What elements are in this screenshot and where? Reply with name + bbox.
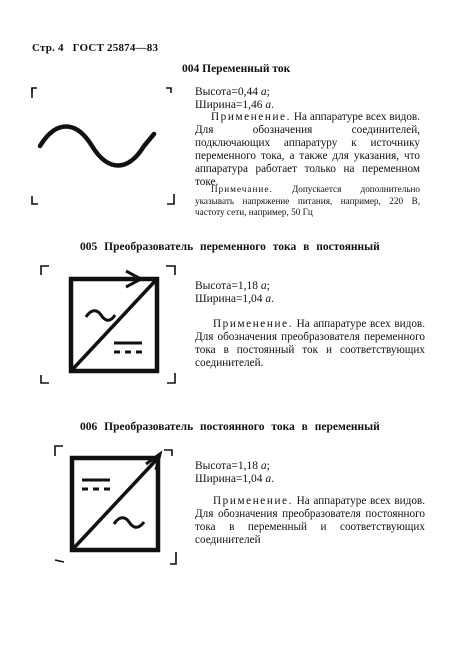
page-number: Стр. 4 bbox=[32, 42, 64, 54]
dc-ac-converter-symbol bbox=[52, 442, 187, 574]
ac-wave-icon bbox=[114, 518, 144, 528]
section-006-height: Высота=1,18 a; bbox=[195, 460, 270, 472]
section-006-title: 006 Преобразователь постоянного тока в переменный bbox=[80, 421, 380, 433]
standard-number: ГОСТ 25874—83 bbox=[72, 42, 159, 54]
ac-symbol bbox=[28, 84, 178, 216]
frame-corners bbox=[32, 88, 174, 204]
section-006-width: Ширина=1,04 a. bbox=[195, 473, 275, 485]
ac-wave-icon bbox=[86, 311, 115, 321]
section-004-height: Высота=0,44 a; bbox=[195, 86, 270, 98]
section-004-usage: Применение. На аппаратуре всех видов. Для обозначения соединителей, подключающих аппаратуру к источнику переменного тока, а также для указания, что аппаратура работает только на переменном токе. bbox=[195, 111, 420, 188]
dc-lines-icon bbox=[82, 480, 110, 489]
section-005-height: Высота=1,18 a; bbox=[195, 280, 270, 292]
dc-lines-icon bbox=[114, 343, 142, 352]
section-004-width: Ширина=1,46 a. bbox=[195, 99, 275, 111]
converter-diagonal bbox=[71, 279, 157, 371]
section-004-title: 004 Переменный ток bbox=[182, 63, 291, 75]
section-006-usage: Применение. На аппаратуре всех видов. Для обозначения преобразователя постоянного тока в переменный и соответствующих соединителей bbox=[195, 495, 425, 546]
section-005-width: Ширина=1,04 a. bbox=[195, 293, 275, 305]
converter-diagonal bbox=[72, 458, 158, 550]
ac-wave-icon bbox=[40, 127, 154, 166]
ac-dc-converter-symbol bbox=[38, 263, 183, 395]
section-005-usage: Применение. На аппаратуре всех видов. Для обозначения преобразователя переменного тока в постоянный ток и соответствующих соединителей. bbox=[195, 318, 425, 369]
section-005-title: 005 Преобразователь переменного тока в постоянный bbox=[80, 241, 380, 253]
section-004-note: Примечание. Допускается дополнительно указывать напряжение питания, например, 220 В, частоту сети, например, 50 Гц bbox=[195, 184, 420, 217]
page-header bbox=[32, 42, 158, 54]
